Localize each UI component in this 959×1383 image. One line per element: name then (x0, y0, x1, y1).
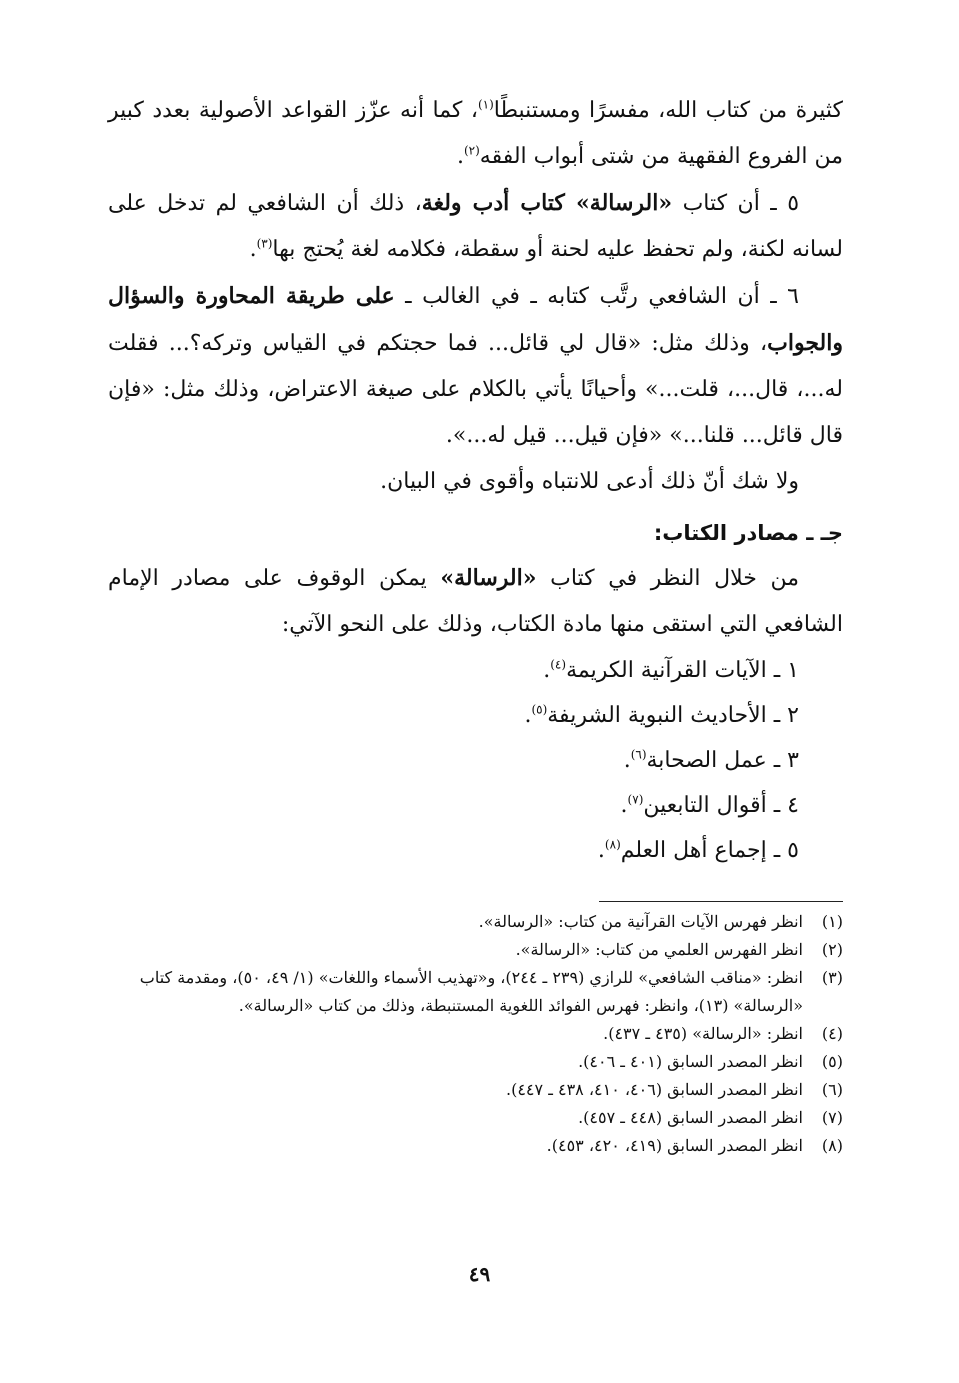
footnote-number: (٨) (821, 1136, 843, 1155)
footnote (108, 936, 843, 964)
footnote-ref[interactable]: (٨) (604, 837, 621, 852)
footnote-text: انظر الفهرس العلمي من كتاب: «الرسالة». (515, 940, 803, 959)
list-item-text: ٣ ـ عمل الصحابة (646, 748, 799, 773)
footnote (108, 1020, 843, 1048)
page-body (108, 88, 843, 1160)
text-run: . (249, 237, 257, 262)
section-heading: جـ ـ مصادر الكتاب: (653, 521, 843, 545)
list-item (108, 738, 799, 783)
list-item (108, 828, 799, 873)
footnote-number: (٧) (821, 1108, 843, 1127)
list-item-text: ٤ ـ أقوال التابعين (643, 793, 799, 818)
footnote (108, 908, 843, 936)
footnote-divider (599, 901, 843, 902)
paragraph-conclusion: ولا شك أنّ ذلك أدعى للانتباه وأقوى في البيان. (380, 469, 799, 494)
footnotes (108, 908, 843, 1160)
footnote-text: انظر المصدر السابق (٤١٩، ٤٢٠، ٤٥٣). (546, 1136, 803, 1155)
footnote (108, 1132, 843, 1160)
list-item (108, 693, 799, 738)
text-run: . (597, 838, 605, 863)
paragraph-continuation (108, 88, 843, 180)
footnote (108, 1076, 843, 1104)
text-run: ٦ ـ أن الشافعي رتَّب كتابه ـ في الغالب ـ (394, 284, 799, 309)
footnote-text: انظر المصدر السابق (٤٤٨ ـ ٤٥٧). (578, 1108, 803, 1127)
footnote-ref[interactable]: (١) (477, 97, 494, 112)
list-item-text: ٥ ـ إجماع أهل العلم (620, 838, 799, 863)
page-number: ٤٩ (468, 1262, 491, 1286)
text-run: ٥ ـ أن كتاب (672, 191, 800, 216)
footnote-ref[interactable]: (٤) (550, 657, 567, 672)
list-item (108, 648, 799, 693)
footnote-number: (٥) (821, 1052, 843, 1071)
sources-list (108, 648, 843, 873)
footnote-number: (٣) (821, 968, 843, 987)
footnote (108, 964, 843, 1020)
bold-phrase: «الرسالة» (440, 565, 537, 591)
footnote-number: (٦) (821, 1080, 843, 1099)
footnote-text: انظر المصدر السابق (٤٠٦، ٤١٠، ٤٣٨ ـ ٤٤٧). (506, 1080, 803, 1099)
footnote-ref[interactable]: (٣) (256, 236, 273, 251)
list-item-text: ١ ـ الآيات القرآنية الكريمة (566, 658, 799, 683)
footnote-text: انظر: «مناقب الشافعي» للرازي (٢٣٩ ـ ٢٤٤)، و«تهذيب الأسماء واللغات» (١/ ٤٩، ٥٠)، ومقدمة كتاب «الرسالة» (١٣)، وانظر: فهرس الفوائد اللغوية المستنبطة، وذلك من كتاب «الرسالة». (139, 968, 803, 1015)
footnote-ref[interactable]: (٦) (630, 747, 647, 762)
text-run: من خلال النظر في كتاب (536, 566, 799, 591)
footnote-ref[interactable]: (٥) (531, 702, 548, 717)
text-run: . (456, 144, 464, 169)
text-run: كثيرة من كتاب الله، مفسرًا ومستنبطًا (493, 98, 843, 123)
text-run: . (623, 748, 631, 773)
footnote-text: انظر: «الرسالة» (٤٣٥ ـ ٤٣٧). (603, 1024, 803, 1043)
text-run: ، ذلك أن الشافعي لم تدخل على لسانه لكنة، ولم تحفظ عليه لحنة أو سقطة، فكلامه لغة يُحتج بها (108, 191, 843, 262)
text-run: . (543, 658, 551, 683)
paragraph-point-6 (108, 273, 843, 459)
text-run: . (620, 793, 628, 818)
paragraph-point-5 (108, 180, 843, 273)
footnote-ref[interactable]: (٧) (627, 792, 644, 807)
text-run: . (524, 703, 532, 728)
text-run: ، كما أنه عزّز القواعد الأصولية بعدد كبير من الفروع الفقهية من شتى أبواب الفقه (108, 98, 843, 169)
bold-phrase: على طريقة المحاورة والسؤال والجواب (108, 283, 843, 356)
paragraph-sources-intro (108, 555, 843, 648)
footnote-text: انظر المصدر السابق (٤٠١ ـ ٤٠٦). (578, 1052, 803, 1071)
footnote-ref[interactable]: (٢) (463, 143, 480, 158)
footnote-number: (٤) (821, 1024, 843, 1043)
footnote (108, 1048, 843, 1076)
footnote-number: (٢) (821, 940, 843, 959)
list-item-text: ٢ ـ الأحاديث النبوية الشريفة (547, 703, 799, 728)
footnote-text: انظر فهرس الآيات القرآنية من كتاب: «الرسالة». (478, 912, 803, 931)
list-item (108, 783, 799, 828)
footnote-number: (١) (821, 912, 843, 931)
footnote (108, 1104, 843, 1132)
text-run: ، وذلك مثل: «قال لي قائل... فما حجتكم في القياس وتركه؟... فقلت له...، قال...، قلت...» وأحيانًا يأتي بالكلام على صيغة الاعتراض، وذلك مثل: «فإن قال قائل... قلنا...» «فإن قيل... قيل له...». (108, 331, 843, 448)
bold-phrase: «الرسالة» كتاب أدب ولغة (421, 190, 673, 216)
text-run: يمكن الوقوف على مصادر الإمام الشافعي التي استقى منها مادة الكتاب، وذلك على النحو الآتي: (108, 566, 843, 637)
